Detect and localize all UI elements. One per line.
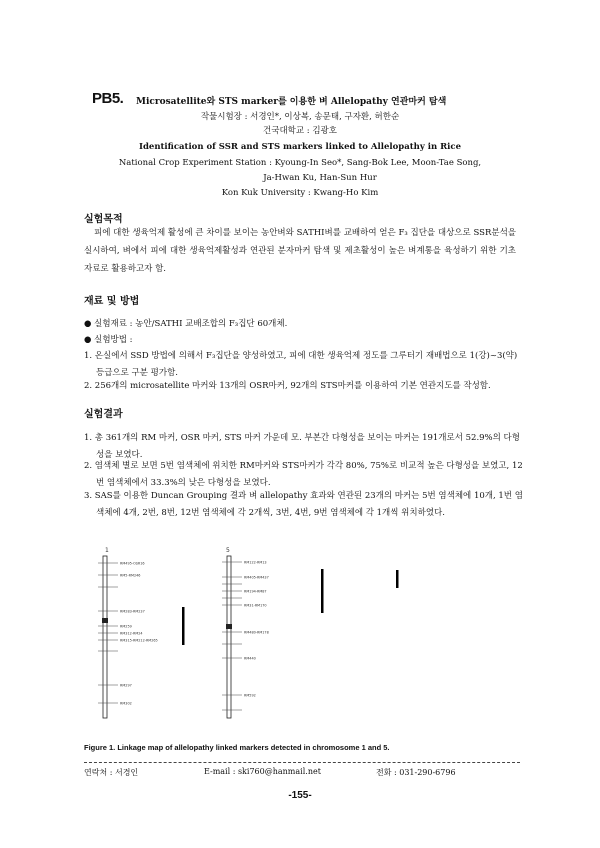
chr1-marker: RM315-RM212-RM265 [120,638,158,643]
korean-authors: 작물시험장 : 서경인*, 이상복, 송문태, 구자환, 허한순 [200,112,400,122]
chr1-marker: RM259 [120,624,132,629]
chr5-bar [227,556,231,718]
chr1-qtl-bar [182,607,185,645]
footer-divider [84,762,520,763]
english-authors-line2: Ja-Hwan Ku, Han-Sun Hur [263,173,377,183]
chr5-qtl-bar-2 [396,570,399,588]
chr5-marker: RM31-RM170 [244,603,267,608]
methods-item-2: 2. 256개의 microsatellite 마커와 13개의 OSR마커, 92개의 STS마커를 이용하여 기본 연관지도를 작성함. [84,381,491,391]
footer-contact: 연락처 : 서경인 [84,768,139,777]
chr1-label: 1 [105,547,109,554]
english-affiliation: Kon Kuk University : Kwang-Ho Kim [221,188,379,198]
methods-heading: 재료 및 방법 [84,296,140,307]
chr5-marker: RM592 [244,693,256,698]
chr1-marker: RM495-OSR16 [120,561,145,566]
korean-title: Microsatellite와 STS marker를 이용한 벼 Allelopathy 연관마커 탐색 [136,97,447,107]
chr1-centromere [102,618,108,623]
chr5-label: 5 [226,547,230,554]
linkage-map-figure [84,545,516,725]
methods-item-1: 1. 온실에서 SSD 방법에 의해서 F₃집단을 양성하였고, 피에 대한 생육억제 정도를 그루터기 재배법으로 1(강)~3(약) 등급으로 구분 평가함. [84,351,518,378]
chr1-ticks [98,563,118,703]
footer-email: E-mail : ski760@hanmail.net [204,767,321,776]
chr5-qtl-bar-1 [321,569,324,613]
results-heading: 실험결과 [84,409,123,420]
methods-bullet-method: ● 실험방법 : [84,335,133,345]
results-item-2: 2. 염색체 별로 보면 5번 염색체에 위치한 RM마커와 STS마커가 각각 80%, 75%로 비교적 높은 다형성을 보였고, 12번 염색체에서 33.3%의 낮은 다형성을 보였다. [84,461,523,488]
abstract-code: PB5. [92,90,124,107]
chr1-marker: RM5-RM246 [120,573,141,578]
methods-bullet-material: ● 실험재료 : 농안/SATHI 교배조합의 F₃집단 60개체. [84,319,288,329]
results-item-3: 3. SAS를 이용한 Duncan Grouping 결과 벼 allelopathy 효과와 연관된 23개의 마커는 5번 염색체에 10개, 1번 염색체에 4개, 2번, 8번, 12번 염색체에 각 2개씩, 3번, 4번, 9번 염색체에 각 1개씩 위치하였다. [84,491,523,518]
english-authors-line1: National Crop Experiment Station : Kyoung-In Seo*, Sang-Bok Lee, Moon-Tae Song, [118,158,482,168]
english-title: Identification of SSR and STS markers linked to Allelopathy in Rice [139,142,461,152]
chr5-ticks [222,562,242,710]
chr5-marker: RM480-RM178 [244,630,269,635]
chr5-marker: RM194-RM87 [244,589,267,594]
results-item-1: 1. 총 361개의 RM 마커, OSR 마커, STS 마커 가운데 모. 부본간 다형성을 보이는 마커는 191개로서 52.9%의 다형성을 보였다. [84,433,520,460]
chr1-marker: RM302 [120,701,132,706]
footer-phone: 전화 : 031-290-6796 [376,768,456,777]
linkage-map-svg [84,545,516,725]
chr5-marker: RM405-RM437 [244,575,269,580]
figure-caption: Figure 1. Linkage map of allelopathy linked markers detected in chromosome 1 and 5. [84,743,390,752]
chr5-marker: RM122-RM13 [244,560,267,565]
chr1-marker: RM297 [120,683,132,688]
korean-affiliation: 건국대학교 : 김광호 [263,126,337,136]
chr5-centromere [226,624,232,629]
chr1-bar [103,556,107,718]
chr1-marker: RM312-RM24 [120,631,143,636]
purpose-text: 피에 대한 생육억제 활성에 큰 차이를 보이는 농안벼와 SATHI벼를 교배하여 얻은 F₃ 집단을 대상으로 SSR분석을 실시하여, 벼에서 피에 대한 생육억제활성과 연관된 분자마커 탐색 및 제초활성이 높은 벼계통을 육성하기 위한 기초 자료로 활용하고자 함. [84,228,516,274]
chr5-marker: RM440 [244,656,256,661]
chr1-marker: RM283-RM237 [120,609,145,614]
purpose-heading: 실험목적 [84,214,123,225]
page-number: -155- [288,790,312,801]
